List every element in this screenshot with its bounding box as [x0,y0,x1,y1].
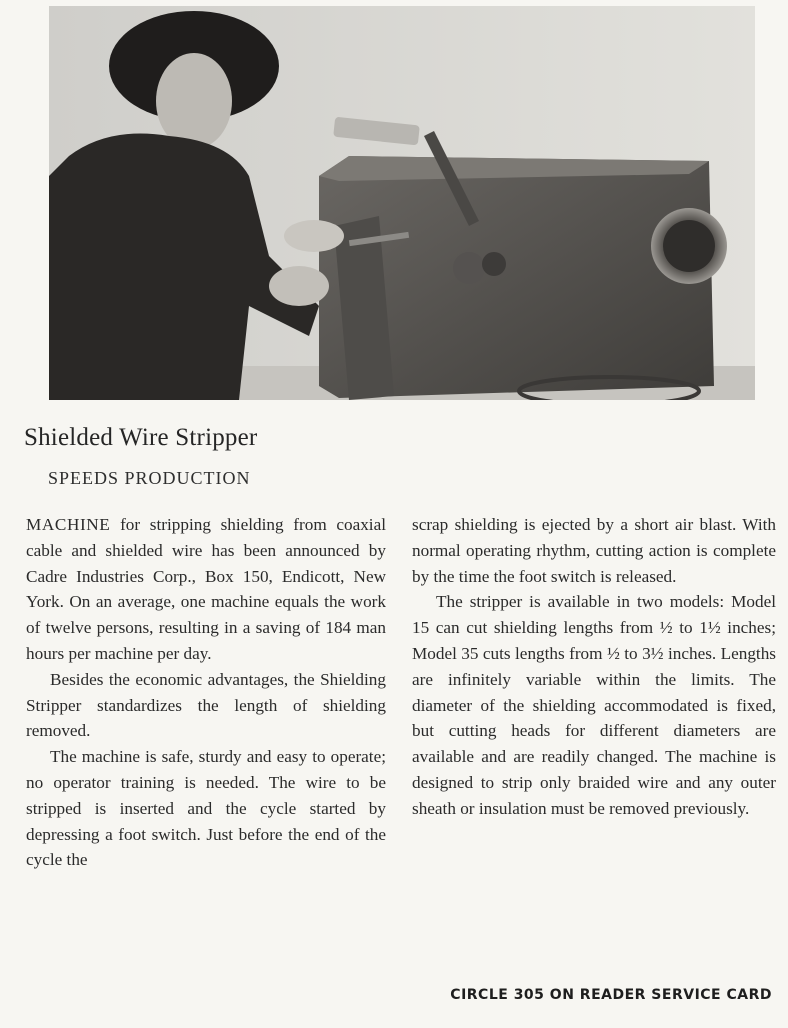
woman-operating-wire-stripper-photo [49,6,755,400]
article-column-2 [412,512,776,822]
paragraph: The stripper is available in two models: Model 15 can cut shielding lengths from ½ to 1½ inches; Model 35 cuts lengths from ½ to 3½ inches. Lengths are infinitely variable within the limits. The diameter of the shielding accommodated is fixed, but cutting heads for different diameters are available and are readily changed. The machine is designed to strip only braided wire and any outer sheath or insulation must be removed previously. [412,592,776,818]
paragraph: scrap shielding is ejected by a short air blast. With normal operating rhythm, cutting action is complete by the time the foot switch is released. [412,515,776,586]
article-column-1 [26,512,386,873]
article-headline: Shielded Wire Stripper [24,424,258,451]
paragraph: The machine is safe, sturdy and easy to operate; no operator training is needed. The wire to be stripped is inserted and the cycle started by depressing a foot switch. Just before the end of the cycle the [26,747,386,870]
paragraph: Besides the economic advantages, the Shielding Stripper standardizes the length of shielding removed. [26,669,386,741]
lead-word: MACHINE [26,515,111,534]
product-photo [49,6,755,400]
reader-service-footer: CIRCLE 305 ON READER SERVICE CARD [450,987,772,1003]
paragraph [26,512,386,667]
paragraph-text: for stripping shielding from coaxial cable and shielded wire has been announced by Cadre Industries Corp., Box 150, Endicott, New York. On an average, one machine equals the work of twelve persons, resulting in a saving of 184 man hours per machine per day. [26,515,386,663]
article-subhead: SPEEDS PRODUCTION [48,468,251,488]
